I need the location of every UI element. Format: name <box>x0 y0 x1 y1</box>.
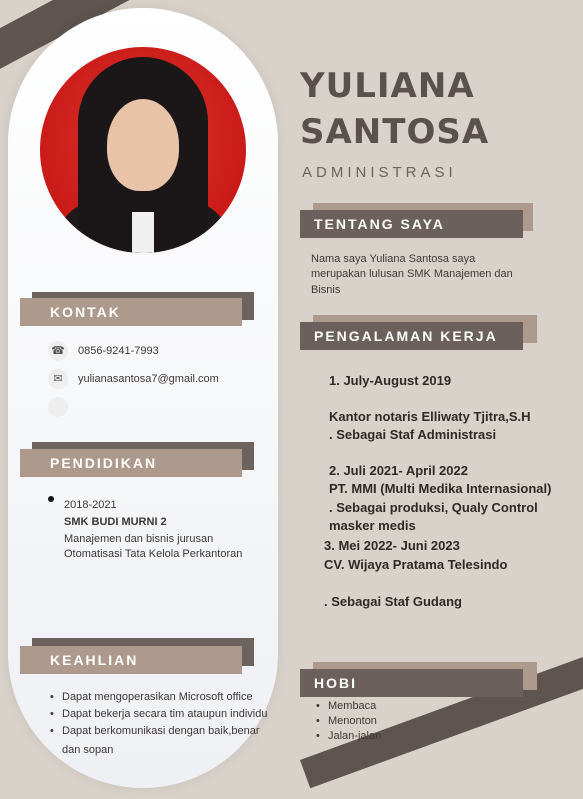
experience-3-company: CV. Wijaya Pratama Telesindo <box>324 557 508 572</box>
about-header: TENTANG SAYA <box>300 210 523 238</box>
last-name: SANTOSA <box>300 112 490 152</box>
experience-2-role: . Sebagai produksi, Qualy Control <box>329 500 538 515</box>
first-name: YULIANA <box>300 66 475 106</box>
phone-number: 0856-9241-7993 <box>78 345 159 357</box>
experience-3-role: . Sebagai Staf Gudang <box>324 594 462 609</box>
education-bullet <box>48 496 54 502</box>
skill-item: • Dapat bekerja secara tim ataupun individu <box>48 706 280 723</box>
blank-icon <box>48 397 68 417</box>
hobby-item: • Membaca <box>314 699 381 714</box>
hobby-list <box>314 699 381 744</box>
experience-2-role-cont: masker medis <box>329 518 416 533</box>
experience-header: PENGALAMAN KERJA <box>300 322 523 350</box>
skills-header: KEAHLIAN <box>20 646 242 674</box>
hobby-item: • Jalan-jalan <box>314 729 381 744</box>
contact-header: KONTAK <box>20 298 242 326</box>
skill-item-continuation: dan sopan <box>62 744 114 756</box>
education-major-2: Otomatisasi Tata Kelola Perkantoran <box>64 548 243 560</box>
about-line-1: Nama saya Yuliana Santosa saya <box>311 253 476 265</box>
experience-2-company: PT. MMI (Multi Medika Internasional) <box>329 481 552 496</box>
hobby-item: • Menonton <box>314 714 381 729</box>
experience-3-period: 3. Mei 2022- Juni 2023 <box>324 538 460 553</box>
phone-icon: ☎ <box>48 341 68 361</box>
job-title: ADMINISTRASI <box>302 164 457 181</box>
experience-2-period: 2. Juli 2021- April 2022 <box>329 463 468 478</box>
education-school: SMK BUDI MURNI 2 <box>64 516 167 528</box>
about-line-2: merupakan lulusan SMK Manajemen dan <box>311 268 513 280</box>
experience-1-period: 1. July-August 2019 <box>329 373 452 388</box>
mail-icon: ✉ <box>48 369 68 389</box>
email-address: yulianasantosa7@gmail.com <box>78 373 219 385</box>
experience-1-company: Kantor notaris Elliwaty Tjitra,S.H <box>329 409 531 424</box>
education-header: PENDIDIKAN <box>20 449 242 477</box>
profile-photo <box>40 47 246 253</box>
education-years: 2018-2021 <box>64 499 117 511</box>
about-line-3: Bisnis <box>311 284 341 296</box>
skill-item: • Dapat mengoperasikan Microsoft office <box>48 689 280 706</box>
experience-1-role: . Sebagai Staf Administrasi <box>329 427 497 442</box>
education-major-1: Manajemen dan bisnis jurusan <box>64 533 214 545</box>
hobby-header: HOBI <box>300 669 523 697</box>
skills-list <box>48 689 280 740</box>
skill-item: • Dapat berkomunikasi dengan baik,benar <box>48 723 280 740</box>
